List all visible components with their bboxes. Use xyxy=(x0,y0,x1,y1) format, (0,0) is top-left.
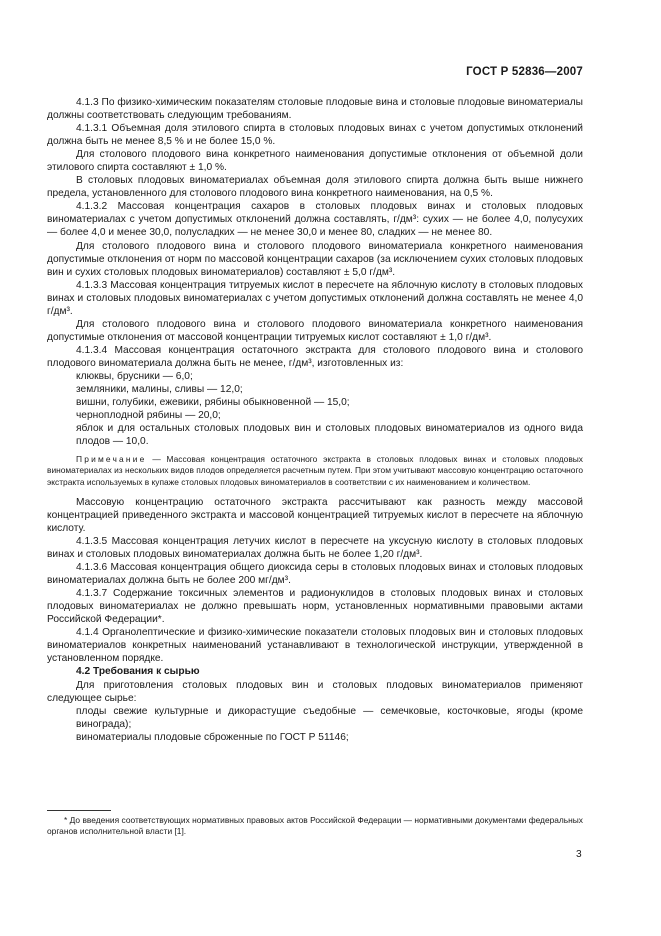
paragraph: Для столового плодового вина конкретного наименования допустимые отклонения от объемной доли этилового спирта составляют ± 1,0 %. xyxy=(47,149,583,174)
paragraph: 4.1.3.3 Массовая концентрация титруемых кислот в пересчете на яблочную кислоту в столовых плодовых винах и столовых плодовых виноматериалах с учетом допустимых отклонений должна составлять не менее 4,0 г/дм³. xyxy=(47,279,583,317)
footnote-divider xyxy=(47,810,111,811)
paragraph: 4.1.3.2 Массовая концентрация сахаров в столовых плодовых винах и столовых плодовых виноматериалах с учетом допустимых отклонений должна составлять, г/дм³: сухих — не более 4,0, полусухих — более 4,0 и менее 30,0, полусладких — не менее 30,0 и менее 80, сладких — не менее 80. xyxy=(47,201,583,239)
paragraph: В столовых плодовых виноматериалах объемная доля этилового спирта должна быть выше нижнего предела, установленного для столового плодового вина конкретного наименования, на 0,5 %. xyxy=(47,175,583,200)
note-text: — Массовая концентрация остаточного экстракта в столовых плодовых винах и столовых плодовых виноматериалах из нескольких видов плодов определяется расчетным путем. При этом учитывают массовую концентрацию остаточного экстракта используемых в купаже столовых плодовых виноматериалов в соответствии с их наименованием и количеством. xyxy=(47,454,583,487)
note-paragraph xyxy=(47,454,583,488)
paragraph: 4.1.3.7 Содержание токсичных элементов и радионуклидов в столовых плодовых винах и столовых плодовых виноматериалах не должно превышать норм, установленных нормативными правовыми актами Российской Федерации*. xyxy=(47,588,583,626)
paragraph: 4.1.3 По физико-химическим показателям столовые плодовые вина и столовые плодовые виноматериалы должны соответствовать следующим требованиям. xyxy=(47,97,583,122)
document-body xyxy=(47,96,583,744)
document-header: ГОСТ Р 52836—2007 xyxy=(466,66,583,78)
footnote: * До введения соответствующих нормативных правовых актов Российской Федерации — нормативными документами федеральных органов исполнительной власти [1]. xyxy=(47,815,583,837)
list-item: вишни, голубики, ежевики, рябины обыкновенной — 15,0; xyxy=(76,397,350,409)
paragraph: 4.1.3.4 Массовая концентрация остаточного экстракта для столового плодового вина и столового плодового виноматериала должна быть не менее, г/дм³, изготовленных из: xyxy=(47,344,583,369)
list-item: клюквы, брусники — 6,0; xyxy=(76,370,193,382)
list-item: яблок и для остальных столовых плодовых вин и столовых плодовых виноматериалов из одного вида плодов — 10,0. xyxy=(76,423,583,448)
paragraph: 4.1.3.6 Массовая концентрация общего диоксида серы в столовых плодовых винах и столовых плодовых виноматериалах должна быть не более 200 мг/дм³. xyxy=(47,562,583,587)
list-item: плоды свежие культурные и дикорастущие съедобные — семечковые, косточковые, ягоды (кроме винограда); xyxy=(76,705,583,730)
list-item: черноплодной рябины — 20,0; xyxy=(76,410,221,422)
paragraph: Для столового плодового вина и столового плодового виноматериала конкретного наименования допустимые отклонения от норм по массовой концентрации сахаров (за исключением сухих столовых плодовых вин и сухих столовых плодовых виноматериалов) составляют ± 5,0 г/дм³. xyxy=(47,240,583,278)
page-number: 3 xyxy=(576,849,582,860)
list-item: земляники, малины, сливы — 12,0; xyxy=(76,384,243,396)
list-item: виноматериалы плодовые сброженные по ГОСТ Р 51146; xyxy=(76,731,349,743)
paragraph: 4.1.4 Органолептические и физико-химические показатели столовых плодовых вин и столовых плодовых виноматериалов конкретных наименований устанавливают в технологической инструкции, утвержденной в установленном порядке. xyxy=(47,627,583,665)
paragraph: Для столового плодового вина и столового плодового виноматериала конкретного наименования допустимые отклонения от массовой концентрации титруемых кислот составляют ± 1,0 г/дм³. xyxy=(47,318,583,343)
paragraph: Для приготовления столовых плодовых вин и столовых плодовых виноматериалов применяют следующее сырье: xyxy=(47,679,583,704)
paragraph: 4.1.3.1 Объемная доля этилового спирта в столовых плодовых винах с учетом допустимых отклонений должна быть не менее 8,5 % и не более 15,0 %. xyxy=(47,123,583,148)
section-heading: 4.2 Требования к сырью xyxy=(76,666,200,678)
paragraph: Массовую концентрацию остаточного экстракта рассчитывают как разность между массовой концентрацией приведенного экстракта и массовой концентрацией титруемых кислот в пересчете на яблочную кислоту. xyxy=(47,496,583,534)
paragraph: 4.1.3.5 Массовая концентрация летучих кислот в пересчете на уксусную кислоту в столовых плодовых винах и столовых плодовых виноматериалах должна быть не более 1,20 г/дм³. xyxy=(47,536,583,561)
note-label: Примечание xyxy=(76,454,147,465)
